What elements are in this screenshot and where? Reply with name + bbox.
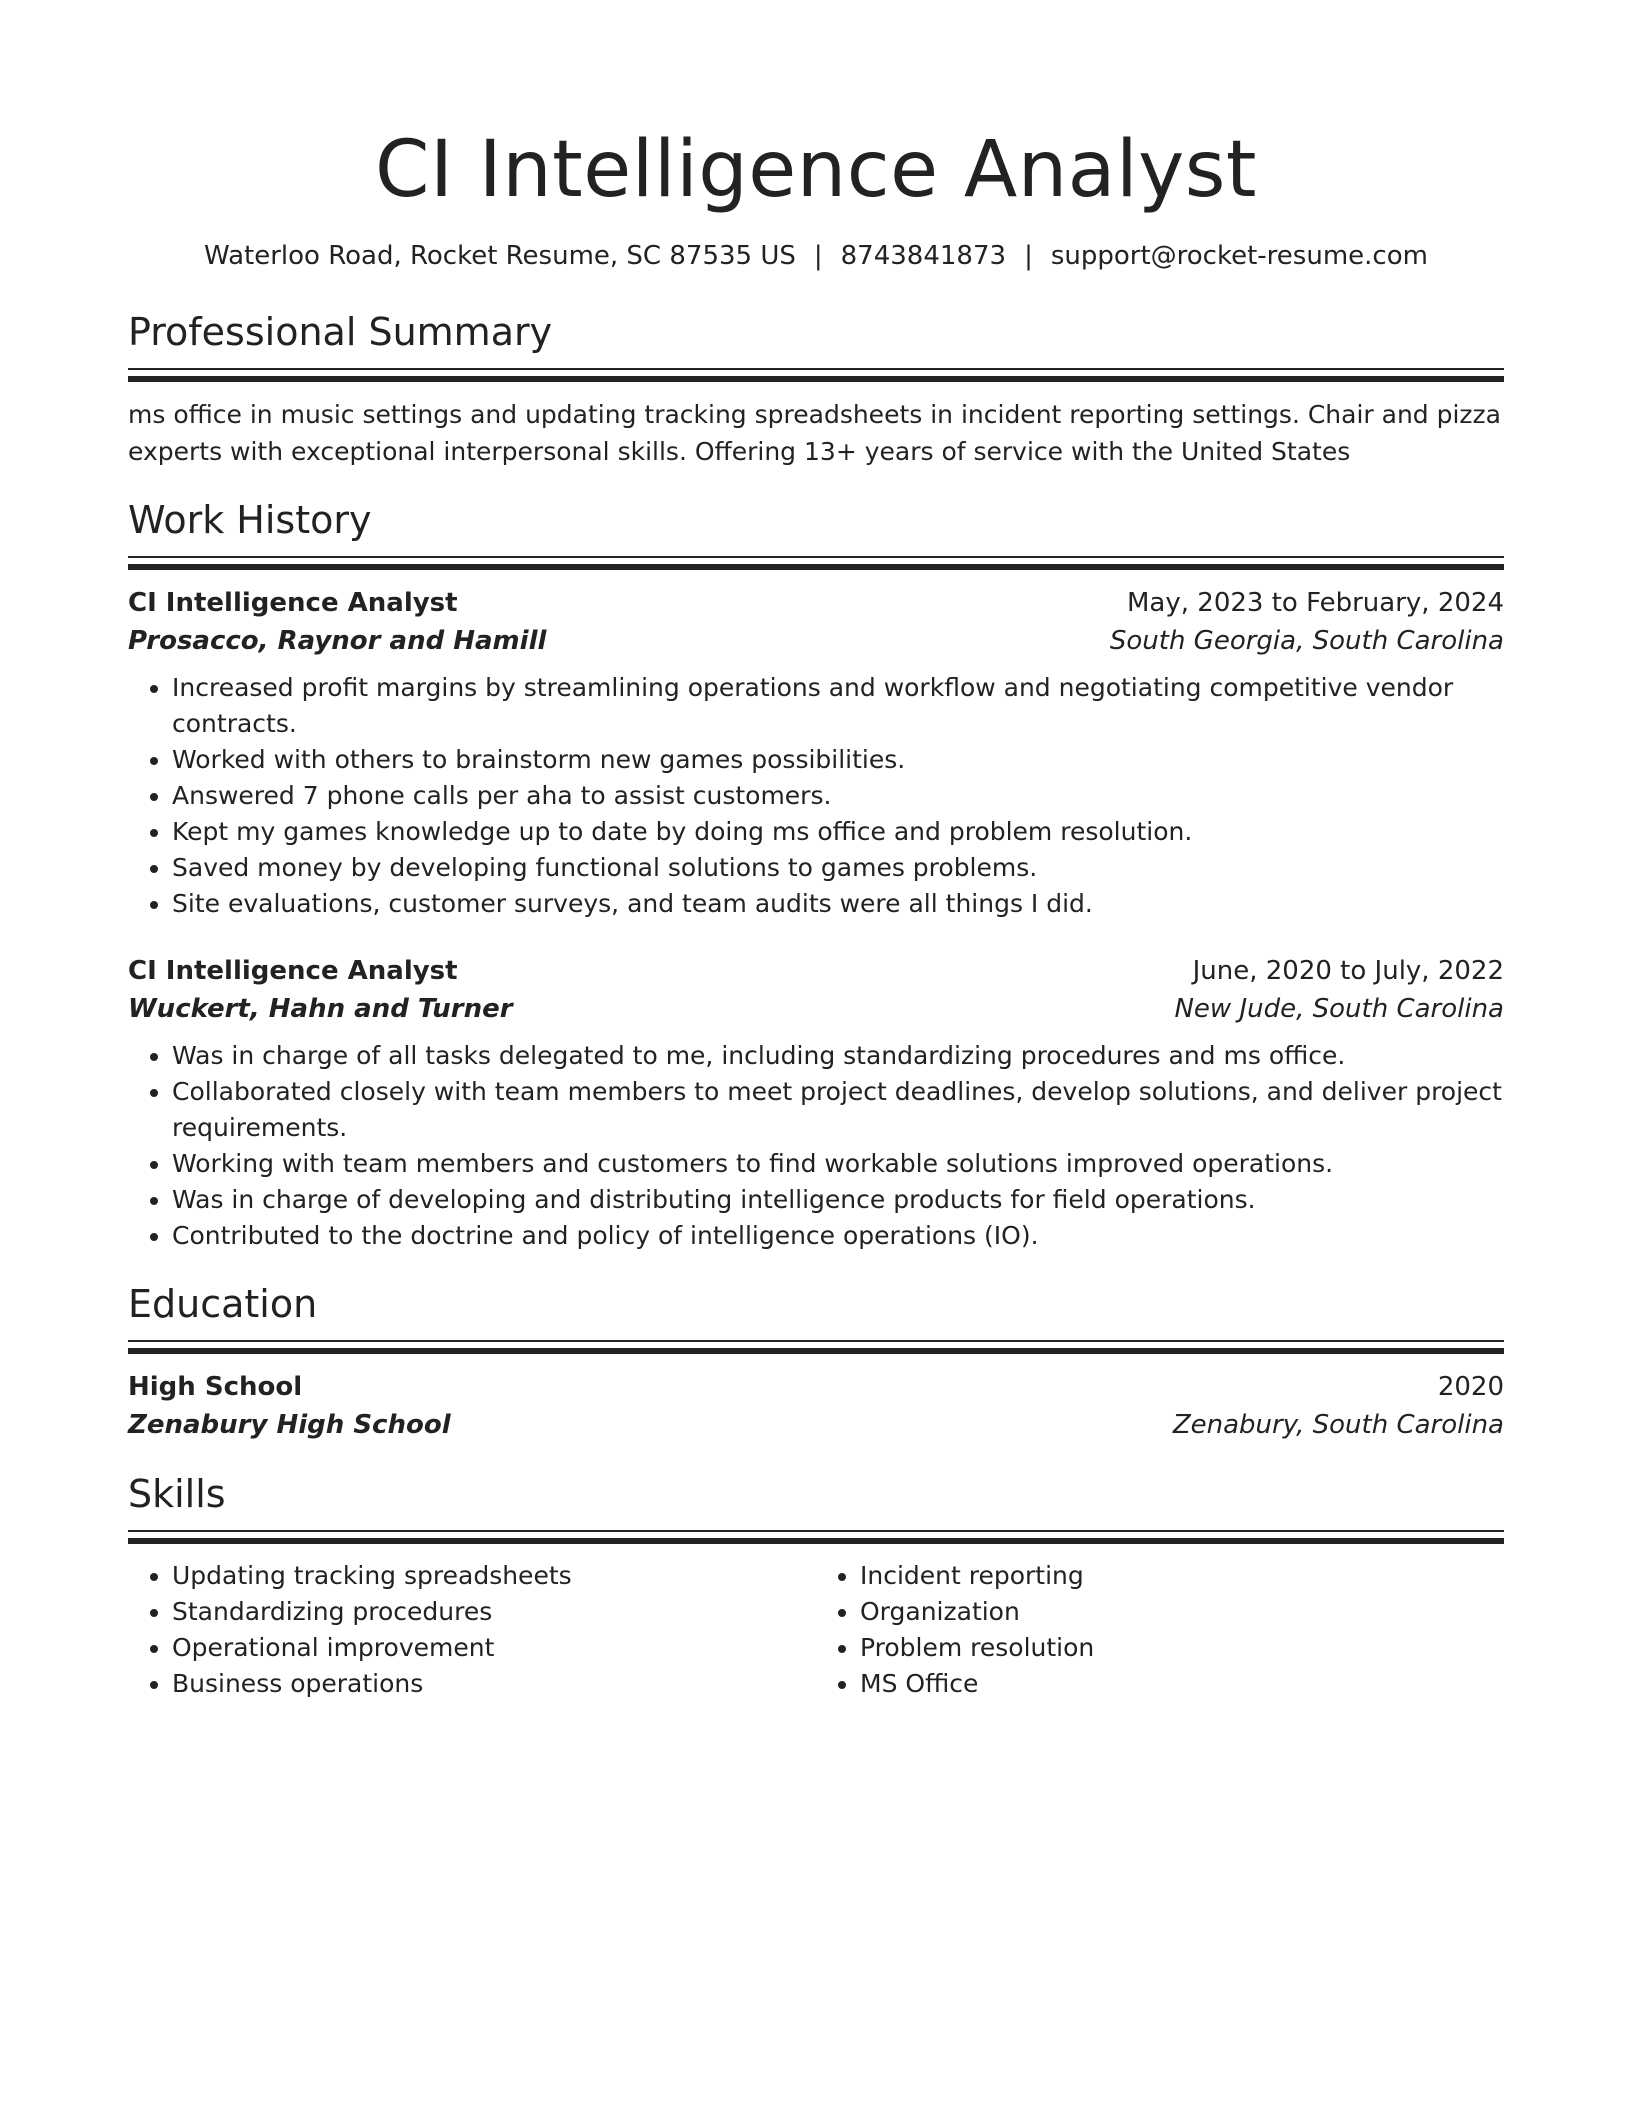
section-divider-thin xyxy=(128,368,1504,370)
education-school: Zenabury High School xyxy=(128,1410,451,1440)
skills-section xyxy=(128,1470,1504,1702)
skill-item: • Business operations xyxy=(172,1666,816,1702)
list-item: • Collaborated closely with team members to meet project deadlines, develop solutions, and deliver project requirements. xyxy=(172,1074,1504,1146)
job-company: Prosacco, Raynor and Hamill xyxy=(128,626,547,656)
job-dates: May, 2023 to February, 2024 xyxy=(1127,588,1504,618)
contact-separator: | xyxy=(813,241,823,271)
list-item: • Saved money by developing functional solutions to games problems. xyxy=(172,850,1504,886)
job-company-row xyxy=(128,622,1504,660)
job-entry xyxy=(128,584,1504,922)
skill-item: • Updating tracking spreadsheets xyxy=(172,1558,816,1594)
job-title: CI Intelligence Analyst xyxy=(128,588,458,618)
contact-line xyxy=(128,238,1504,274)
skills-list-left xyxy=(128,1558,816,1702)
skill-item: • Problem resolution xyxy=(860,1630,1504,1666)
contact-address: Waterloo Road, Rocket Resume, SC 87535 US xyxy=(204,241,796,271)
skill-item: • MS Office xyxy=(860,1666,1504,1702)
job-bullets xyxy=(128,670,1504,922)
skill-item: • Organization xyxy=(860,1594,1504,1630)
list-item: • Site evaluations, customer surveys, and team audits were all things I did. xyxy=(172,886,1504,922)
summary-section xyxy=(128,308,1504,470)
section-divider-thin xyxy=(128,1530,1504,1532)
list-item: • Answered 7 phone calls per aha to assist customers. xyxy=(172,778,1504,814)
summary-heading: Professional Summary xyxy=(128,310,553,354)
section-divider-thin xyxy=(128,556,1504,558)
skill-item: • Standardizing procedures xyxy=(172,1594,816,1630)
list-item: • Was in charge of developing and distributing intelligence products for field operations. xyxy=(172,1182,1504,1218)
education-school-row xyxy=(128,1406,1504,1444)
education-header-row xyxy=(128,1368,1504,1406)
skill-item: • Incident reporting xyxy=(860,1558,1504,1594)
education-location: Zenabury, South Carolina xyxy=(1172,1410,1504,1440)
skills-list-right xyxy=(816,1558,1504,1702)
education-year: 2020 xyxy=(1437,1372,1504,1402)
job-bullets xyxy=(128,1038,1504,1254)
skill-item: • Operational improvement xyxy=(172,1630,816,1666)
contact-email: support@rocket-resume.com xyxy=(1050,241,1428,271)
contact-separator: | xyxy=(1024,241,1033,271)
summary-text: ms office in music settings and updating tracking spreadsheets in incident reporting settings. Chair and pizza experts with exceptional interpersonal skills. Offering 13+ years of service with the United States xyxy=(128,400,1501,466)
list-item: • Contributed to the doctrine and policy of intelligence operations (IO). xyxy=(172,1218,1504,1254)
education-degree: High School xyxy=(128,1372,303,1402)
job-company: Wuckert, Hahn and Turner xyxy=(128,994,513,1024)
section-divider-thick xyxy=(128,1348,1504,1354)
section-divider-thick xyxy=(128,564,1504,570)
job-location: New Jude, South Carolina xyxy=(1174,994,1504,1024)
job-company-row xyxy=(128,990,1504,1028)
list-item: • Was in charge of all tasks delegated to me, including standardizing procedures and ms office. xyxy=(172,1038,1504,1074)
job-location: South Georgia, South Carolina xyxy=(1109,626,1504,656)
job-title: CI Intelligence Analyst xyxy=(128,956,458,986)
list-item: • Worked with others to brainstorm new games possibilities. xyxy=(172,742,1504,778)
list-item: • Kept my games knowledge up to date by doing ms office and problem resolution. xyxy=(172,814,1504,850)
work-history-section xyxy=(128,496,1504,1254)
candidate-name: CI Intelligence Analyst xyxy=(374,125,1258,215)
section-divider-thick xyxy=(128,1538,1504,1544)
section-divider-thick xyxy=(128,376,1504,382)
education-section xyxy=(128,1280,1504,1444)
education-entry xyxy=(128,1368,1504,1444)
work-history-heading: Work History xyxy=(128,498,372,542)
education-heading: Education xyxy=(128,1282,318,1326)
job-header-row xyxy=(128,584,1504,622)
list-item: • Increased profit margins by streamlining operations and workflow and negotiating competitive vendor contracts. xyxy=(172,670,1504,742)
job-dates: June, 2020 to July, 2022 xyxy=(1192,956,1504,986)
list-item: • Working with team members and customers to find workable solutions improved operations. xyxy=(172,1146,1504,1182)
job-entry xyxy=(128,952,1504,1254)
resume-page xyxy=(128,0,1504,1702)
job-header-row xyxy=(128,952,1504,990)
contact-phone: 8743841873 xyxy=(840,241,1007,271)
skills-columns xyxy=(128,1558,1504,1702)
section-divider-thin xyxy=(128,1340,1504,1342)
skills-heading: Skills xyxy=(128,1472,226,1516)
